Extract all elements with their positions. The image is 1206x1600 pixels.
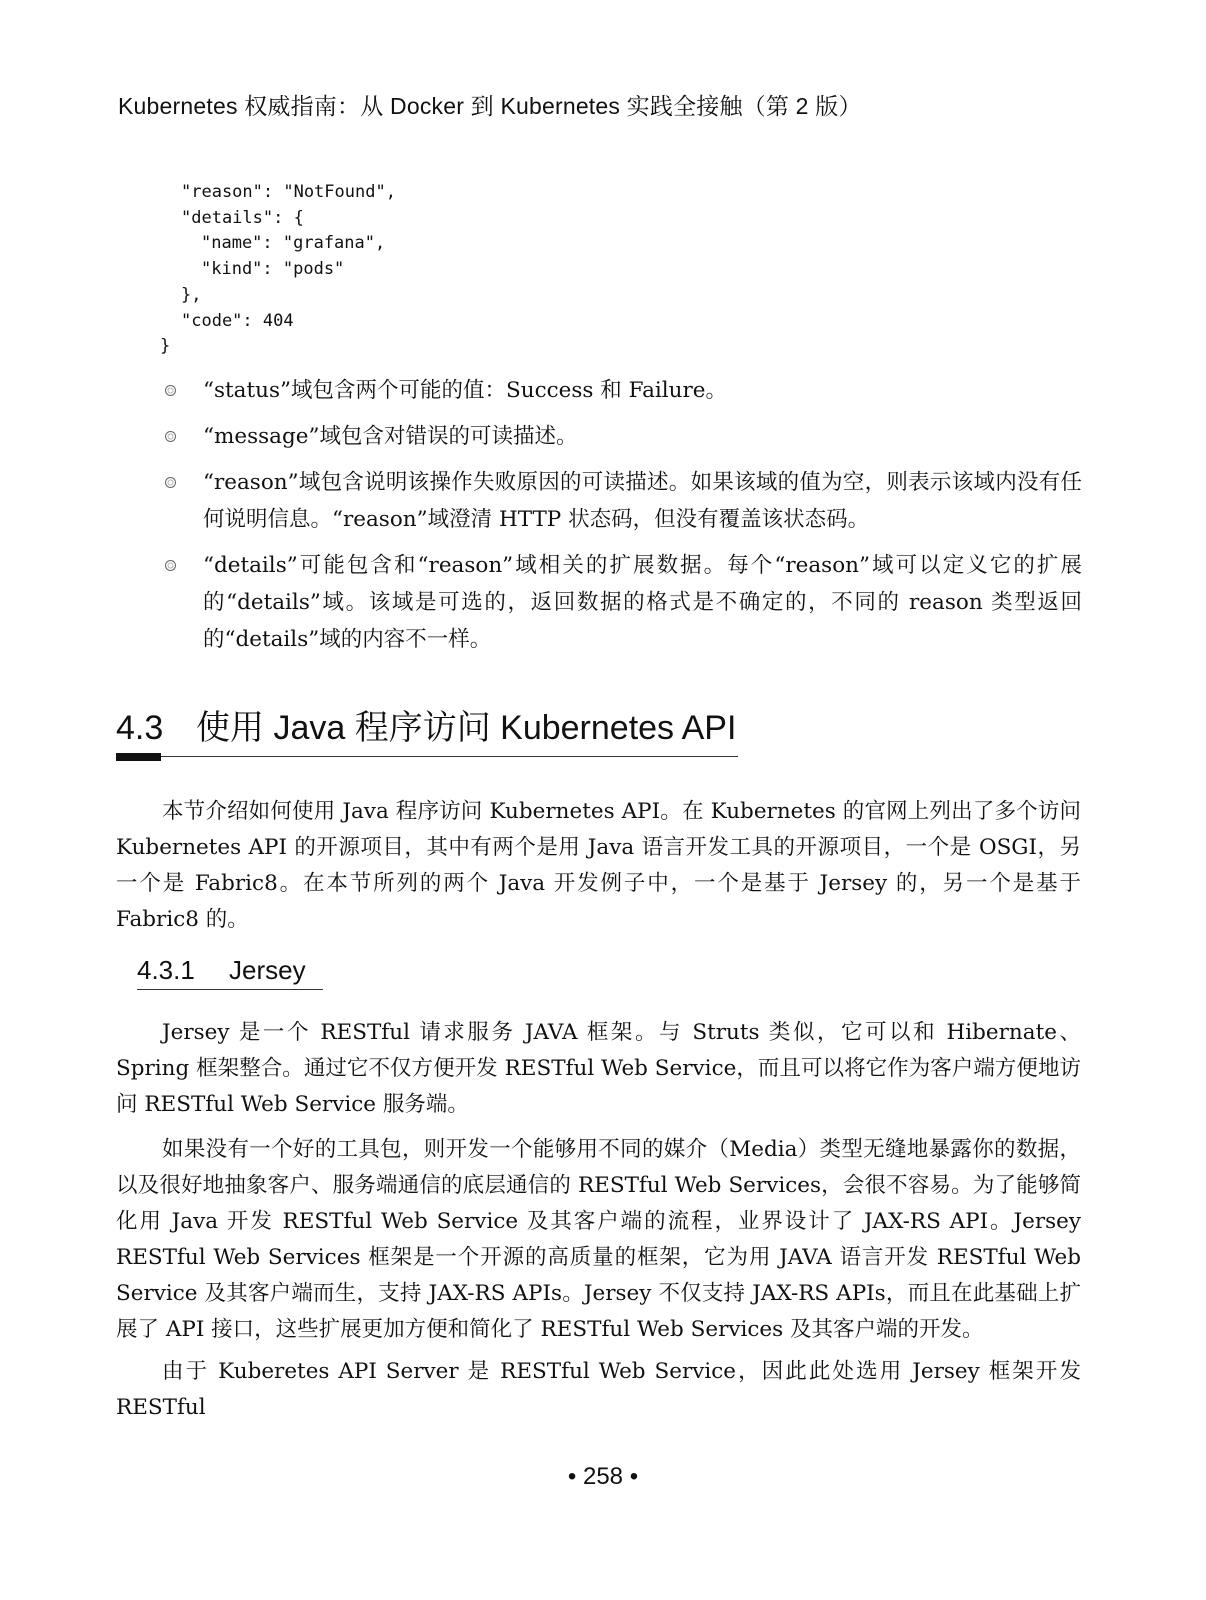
subsection-underline xyxy=(137,989,323,990)
body-paragraph: Jersey 是一个 RESTful 请求服务 JAVA 框架。与 Struts 类似，它可以和 Hibernate、Spring 框架整合。通过它不仅方便开发 RESTful Web Service，而且可以将它作为客户端方便地访问 RESTful Web Service 服务端。 xyxy=(116,1020,1081,1117)
subsection-heading xyxy=(137,953,323,993)
running-header: Kubernetes 权威指南：从 Docker 到 Kubernetes 实践全接触（第 2 版） xyxy=(118,93,862,119)
code-line: "kind": "pods" xyxy=(201,259,345,280)
code-line: "code": 404 xyxy=(181,310,294,331)
list-item xyxy=(160,547,1082,658)
json-code-block xyxy=(160,180,396,360)
body-paragraph: 由于 Kuberetes API Server 是 RESTful Web Service，因此此处选用 Jersey 框架开发 RESTful xyxy=(116,1359,1081,1420)
subsection-title: Jersey xyxy=(229,955,306,985)
code-line: "details": { xyxy=(181,207,304,228)
section-intro-paragraph: 本节介绍如何使用 Java 程序访问 Kubernetes API。在 Kubernetes 的官网上列出了多个访问 Kubernetes API 的开源项目，其中有两个是用 Java 语言开发工具的开源项目，一个是 OSGI，另一个是 Fabric8。在本节所列的两个 Java 开发例子中，一个是基于 Jersey 的，另一个是基于 Fabric8 的。 xyxy=(116,799,1081,932)
circle-bullet-icon xyxy=(165,385,176,396)
page-number: • 258 • xyxy=(567,1463,639,1490)
body-paragraph: 如果没有一个好的工具包，则开发一个能够用不同的媒介（Media）类型无缝地暴露你的数据，以及很好地抽象客户、服务端通信的底层通信的 RESTful Web Services，会很不容易。为了能够简化用 Java 开发 RESTful Web Service 及其客户端的流程，业界设计了 JAX-RS API。Jersey RESTful Web Services 框架是一个开源的高质量的框架，它为用 JAVA 语言开发 RESTful Web Service 及其客户端而生，支持 JAX-RS APIs。Jersey 不仅支持 JAX-RS APIs，而且在此基础上扩展了 API 接口，这些扩展更加方便和简化了 RESTful Web Services 及其客户端的开发。 xyxy=(116,1137,1081,1342)
code-line: "reason": "NotFound", xyxy=(181,182,396,202)
code-line: }, xyxy=(181,284,202,305)
list-item xyxy=(160,464,1082,538)
list-item xyxy=(160,418,1082,455)
list-item-text: “reason”域包含说明该操作失败原因的可读描述。如果该域的值为空，则表示该域内没有任何说明信息。“reason”域澄清 HTTP 状态码，但没有覆盖该状态码。 xyxy=(203,470,1082,532)
list-item-text: “status”域包含两个可能的值：Success 和 Failure。 xyxy=(203,378,727,403)
section-marker-bar xyxy=(116,753,161,761)
section-title: 使用 Java 程序访问 Kubernetes API xyxy=(196,709,737,747)
section-number: 4.3 xyxy=(116,709,164,747)
list-item-text: “details”可能包含和“reason”域相关的扩展数据。每个“reason”域可以定义它的扩展的“details”域。该域是可选的，返回数据的格式是不确定的，不同的 reason 类型返回的“details”域的内容不一样。 xyxy=(203,553,1082,652)
section-heading xyxy=(116,706,738,758)
circle-bullet-icon xyxy=(165,431,176,442)
list-item xyxy=(160,372,1082,409)
list-item-text: “message”域包含对错误的可读描述。 xyxy=(203,424,578,449)
field-description-list xyxy=(160,372,1082,667)
subsection-number: 4.3.1 xyxy=(137,955,195,985)
section-underline xyxy=(116,756,738,757)
code-line: } xyxy=(160,336,171,357)
circle-bullet-icon xyxy=(165,477,176,488)
code-line: "name": "grafana", xyxy=(201,233,386,254)
circle-bullet-icon xyxy=(165,560,176,571)
